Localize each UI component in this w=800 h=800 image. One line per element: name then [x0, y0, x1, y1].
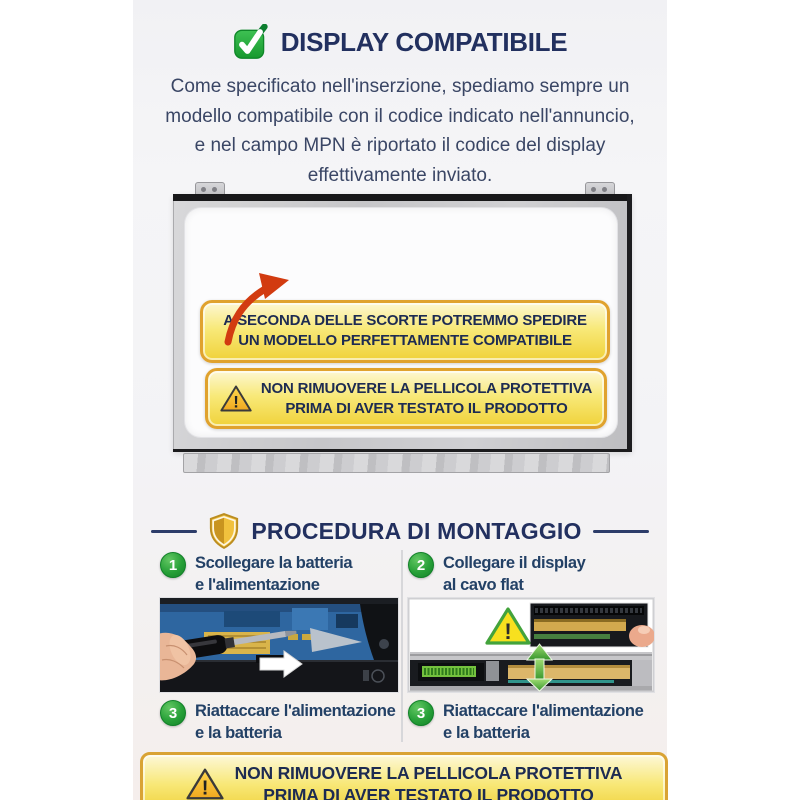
step-1-badge: 1: [160, 552, 186, 578]
procedure-title: PROCEDURA DI MONTAGGIO: [251, 517, 582, 544]
film-warning-note: [205, 368, 607, 429]
step-3-right-label: Riattaccare l'alimentazione e la batteria: [443, 702, 644, 742]
step-3-left-label: Riattaccare l'alimentazione e la batteria: [195, 702, 396, 742]
stock-note-line: UN MODELLO PERFETTAMENTE COMPATIBILE: [238, 332, 572, 349]
step-1: [160, 552, 352, 596]
step-1-label: Scollegare la batteria e l'alimentazione: [195, 554, 353, 594]
connector-inset-photo: [530, 603, 654, 647]
step-2: [408, 552, 585, 596]
intro-line: e nel campo MPN è riportato il codice del display: [194, 135, 606, 156]
intro-paragraph: [145, 72, 655, 190]
step-3-right: [408, 700, 643, 744]
step-2-label: Collegare il display al cavo flat: [443, 554, 586, 594]
panel-foil-strip: [183, 453, 610, 473]
shield-icon: [208, 512, 240, 550]
column-divider: [401, 550, 403, 742]
warning-triangle-icon: [220, 384, 252, 413]
divider-line-right: [593, 530, 649, 533]
header: [133, 24, 667, 60]
panel-right-edge: [627, 194, 632, 452]
step-3-right-badge: 3: [408, 700, 434, 726]
panel-bottom-line: [173, 449, 632, 452]
check-badge-icon: [233, 24, 269, 60]
lcd-panel-graphic: [173, 182, 632, 472]
warning-triangle-icon: [186, 767, 224, 800]
intro-line: modello compatibile con il codice indicato nell'annuncio,: [165, 105, 635, 127]
step2-photo-connect-flat-cable: [408, 598, 654, 692]
film-note-text: NON RIMUOVERE LA PELLICOLA PROTETTIVA PRIMA DI AVER TESTATO IL PRODOTTO: [260, 379, 593, 417]
footer-warning-banner: [140, 752, 668, 800]
panel-top-strip: [173, 194, 632, 201]
step-3-left-badge: 3: [160, 700, 186, 726]
intro-line: Come specificato nell'inserzione, spediamo sempre un: [170, 76, 630, 97]
banner-text: NON RIMUOVERE LA PELLICOLA PROTETTIVA PRIMA DI AVER TESTATO IL PRODOTTO: [234, 763, 623, 800]
page-title: DISPLAY COMPATIBILE: [280, 26, 568, 57]
step-2-badge: 2: [408, 552, 434, 578]
warning-exclamation: !: [504, 619, 512, 644]
warning-exclamation: !: [201, 777, 208, 800]
procedure-header: [133, 510, 667, 552]
step-3-left: [160, 700, 395, 744]
intro-line: effettivamente inviato.: [307, 164, 493, 186]
red-curved-arrow-icon: [215, 266, 300, 346]
warning-exclamation: !: [233, 392, 239, 412]
stock-note-line: A SECONDA DELLE SCORTE POTREMMO SPEDIRE: [223, 312, 587, 329]
divider-line-left: [151, 530, 197, 533]
step1-photo-disconnect-battery: [160, 598, 398, 692]
